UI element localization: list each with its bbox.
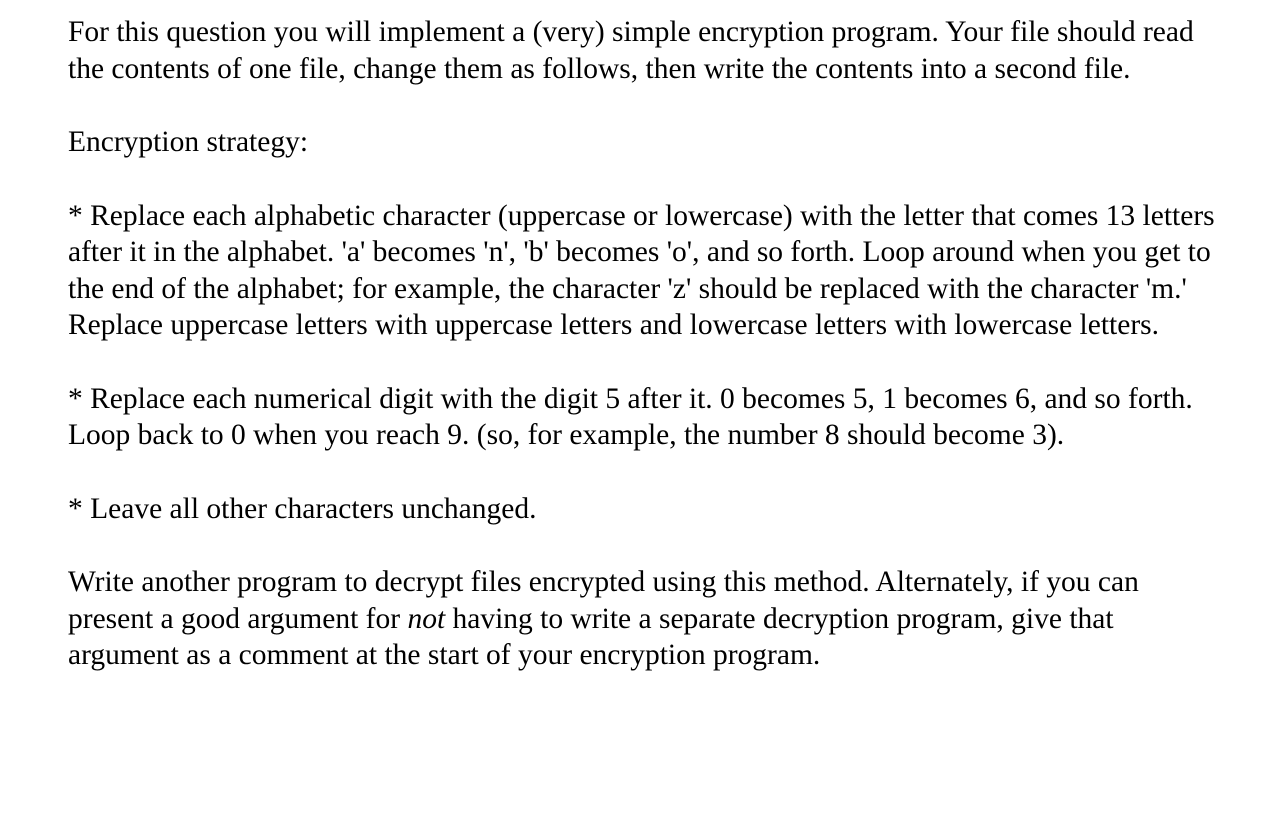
closing-paragraph (68, 564, 1228, 674)
rule-digits: * Replace each numerical digit with the digit 5 after it. 0 becomes 5, 1 becomes 6, and so forth. Loop back to 0 when you reach 9. (so, for example, the number 8 should become 3). (68, 382, 1193, 451)
closing-text-2: having to write a separate decryption program, give that argument as a comment at the start of your encryption program. (68, 602, 1114, 671)
intro-paragraph: For this question you will implement a (very) simple encryption program. Your file should read the contents of one file, change them as follows, then write the contents into a second file. (68, 16, 1194, 85)
rule-other: * Leave all other characters unchanged. (68, 492, 537, 525)
closing-emphasis: not (407, 602, 446, 635)
strategy-heading: Encryption strategy: (68, 126, 309, 158)
closing-text-1: Write another program to decrypt files encrypted using this method. Alternately, if you can present a good argument for (68, 566, 1139, 635)
rule-letters: * Replace each alphabetic character (uppercase or lowercase) with the letter that comes 13 letters after it in the alphabet. 'a' becomes 'n', 'b' becomes 'o', and so forth. Loop around when you get to the end of the alphabet; for example, the character 'z' should be replaced with the character 'm.' Replace uppercase letters with uppercase letters and lowercase letters with lowercase letters. (68, 199, 1215, 341)
document-body (68, 14, 1228, 711)
